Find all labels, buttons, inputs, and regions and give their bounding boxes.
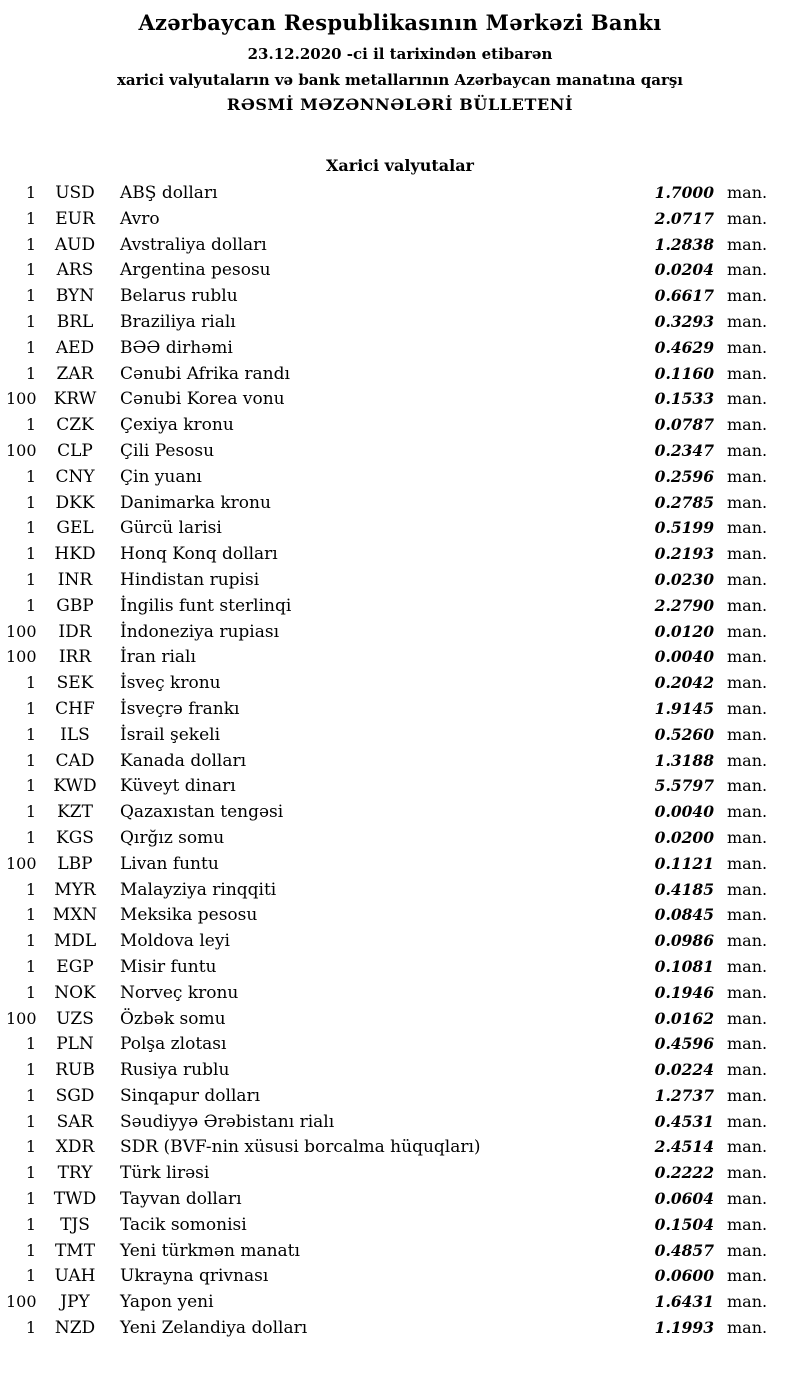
row-code: MYR (54, 879, 96, 900)
row-name: Çin yuanı (120, 466, 202, 487)
row-qty: 1 (25, 1034, 36, 1054)
row-qty: 1 (25, 492, 36, 512)
table-row (0, 183, 800, 209)
row-name: Yapon yeni (120, 1292, 214, 1313)
row-qty: 1 (25, 1163, 36, 1183)
row-unit: man. (727, 647, 768, 667)
table-row (0, 647, 800, 673)
row-code: CZK (56, 415, 94, 436)
row-unit: man. (727, 1137, 768, 1157)
row-qty: 1 (25, 415, 36, 435)
row-code: NZD (54, 1318, 96, 1339)
row-qty: 1 (25, 1137, 36, 1157)
row-qty: 1 (25, 569, 36, 589)
row-name: İsveçrə frankı (120, 698, 240, 719)
row-qty: 100 (6, 389, 37, 409)
table-row (0, 518, 800, 544)
row-name: İsveç kronu (120, 673, 221, 694)
row-name: Belarus rublu (120, 286, 238, 307)
row-code: BYN (55, 286, 95, 307)
table-row (0, 364, 800, 390)
table-row (0, 1086, 800, 1112)
row-unit: man. (727, 1060, 768, 1080)
table-row (0, 596, 800, 622)
row-name: Norveç kronu (120, 982, 239, 1003)
row-unit: man. (727, 956, 768, 976)
row-name: Çili Pesosu (120, 440, 215, 461)
row-code: HKD (54, 544, 96, 565)
row-name: Türk lirəsi (120, 1163, 210, 1184)
currency-table (0, 183, 800, 1344)
row-code: ARS (56, 260, 94, 281)
row-code: TRY (57, 1163, 93, 1184)
row-name: Moldova leyi (120, 931, 230, 952)
row-name: Meksika pesosu (120, 905, 258, 926)
table-row (0, 1241, 800, 1267)
row-code: NOK (54, 982, 96, 1003)
row-unit: man. (727, 931, 768, 951)
table-row (0, 1034, 800, 1060)
row-code: GEL (56, 518, 94, 539)
row-name: Tayvan dolları (120, 1189, 242, 1210)
row-rate: 0.2193 (654, 544, 714, 564)
row-name: BƏƏ dirhəmi (120, 337, 233, 358)
row-rate: 1.1993 (654, 1318, 714, 1338)
row-unit: man. (727, 853, 768, 873)
table-row (0, 880, 800, 906)
row-code: KZT (57, 802, 93, 823)
row-rate: 0.4857 (654, 1240, 714, 1260)
row-rate: 0.5260 (654, 724, 714, 744)
table-row (0, 544, 800, 570)
row-unit: man. (727, 1034, 768, 1054)
row-rate: 1.3188 (654, 750, 714, 770)
row-unit: man. (727, 724, 768, 744)
table-row (0, 622, 800, 648)
row-qty: 1 (25, 234, 36, 254)
row-qty: 1 (25, 311, 36, 331)
table-row (0, 441, 800, 467)
row-unit: man. (727, 698, 768, 718)
row-name: İsrail şekeli (120, 724, 220, 745)
row-qty: 100 (6, 853, 37, 873)
row-qty: 1 (25, 1111, 36, 1131)
row-rate: 5.5797 (654, 776, 714, 796)
row-rate: 2.2790 (654, 595, 714, 615)
row-rate: 0.0604 (654, 1189, 714, 1209)
row-code: LBP (57, 853, 93, 874)
effective-date-line: 23.12.2020 -ci il tarixindən etibarən (247, 45, 553, 63)
row-rate: 0.1121 (654, 853, 714, 873)
row-rate: 0.5199 (654, 518, 714, 538)
row-rate: 0.3293 (654, 311, 714, 331)
table-row (0, 260, 800, 286)
row-code: SGD (55, 1085, 95, 1106)
row-code: IDR (58, 621, 92, 642)
row-unit: man. (727, 776, 768, 796)
row-rate: 0.0162 (654, 1008, 714, 1028)
row-qty: 1 (25, 337, 36, 357)
row-name: Cənubi Korea vonu (120, 389, 285, 410)
table-row (0, 1060, 800, 1086)
row-rate: 0.1160 (654, 363, 714, 383)
table-row (0, 957, 800, 983)
row-unit: man. (727, 1318, 768, 1338)
row-rate: 0.0787 (654, 415, 714, 435)
row-unit: man. (727, 1214, 768, 1234)
row-qty: 1 (25, 260, 36, 280)
row-qty: 1 (25, 879, 36, 899)
row-name: Sinqapur dolları (120, 1085, 261, 1106)
row-qty: 1 (25, 286, 36, 306)
row-qty: 1 (25, 724, 36, 744)
row-unit: man. (727, 183, 768, 202)
row-qty: 100 (6, 621, 37, 641)
row-code: TWD (53, 1189, 97, 1210)
row-name: Avstraliya dolları (120, 234, 267, 255)
row-name: Küveyt dinarı (120, 776, 236, 797)
row-code: TJS (60, 1214, 90, 1235)
row-rate: 0.2042 (654, 673, 714, 693)
row-rate: 0.2596 (654, 466, 714, 486)
row-qty: 1 (25, 931, 36, 951)
row-name: Avro (120, 208, 160, 229)
table-row (0, 931, 800, 957)
row-qty: 1 (25, 1085, 36, 1105)
row-code: XDR (55, 1137, 95, 1158)
row-code: INR (57, 569, 93, 590)
row-rate: 1.2838 (654, 234, 714, 254)
row-unit: man. (727, 905, 768, 925)
row-name: İndoneziya rupiası (120, 621, 280, 642)
row-rate: 0.0986 (654, 931, 714, 951)
row-qty: 1 (25, 1060, 36, 1080)
row-name: Braziliya rialı (120, 311, 236, 332)
row-unit: man. (727, 1008, 768, 1028)
table-row (0, 699, 800, 725)
row-unit: man. (727, 1111, 768, 1131)
row-unit: man. (727, 544, 768, 564)
table-row (0, 751, 800, 777)
row-unit: man. (727, 802, 768, 822)
row-code: USD (55, 183, 95, 203)
row-unit: man. (727, 311, 768, 331)
table-row (0, 467, 800, 493)
row-name: Polşa zlotası (120, 1034, 227, 1055)
row-qty: 100 (6, 1292, 37, 1312)
row-name: Ukrayna qrivnası (120, 1266, 269, 1287)
section-title-foreign-currencies: Xarici valyutalar (326, 156, 474, 175)
row-name: Tacik somonisi (120, 1214, 247, 1235)
row-qty: 1 (25, 982, 36, 1002)
row-qty: 1 (25, 466, 36, 486)
row-qty: 100 (6, 647, 37, 667)
table-row (0, 312, 800, 338)
document-subtitle: xarici valyutaların və bank metallarının Azərbaycan manatına qarşı (116, 71, 684, 89)
row-code: AUD (54, 234, 96, 255)
row-code: UZS (56, 1008, 94, 1029)
row-unit: man. (727, 466, 768, 486)
row-name: Danimarka kronu (120, 492, 271, 513)
row-unit: man. (727, 1189, 768, 1209)
row-unit: man. (727, 518, 768, 538)
row-name: Qırğız somu (120, 827, 225, 848)
row-unit: man. (727, 389, 768, 409)
table-row (0, 570, 800, 596)
row-rate: 0.4596 (654, 1034, 714, 1054)
row-rate: 0.0845 (654, 905, 714, 925)
table-row (0, 854, 800, 880)
row-rate: 0.6617 (654, 286, 714, 306)
table-row (0, 1318, 800, 1344)
row-qty: 1 (25, 1266, 36, 1286)
table-row (0, 905, 800, 931)
table-row (0, 286, 800, 312)
row-rate: 0.1504 (654, 1214, 714, 1234)
bulletin-title: RƏSMİ MƏZƏNNƏLƏRİ BÜLLETENİ (226, 95, 574, 114)
row-name: Rusiya rublu (120, 1060, 230, 1081)
row-rate: 1.9145 (654, 698, 714, 718)
row-rate: 0.0204 (654, 260, 714, 280)
row-unit: man. (727, 1292, 768, 1312)
row-unit: man. (727, 337, 768, 357)
bank-title: Azərbaycan Respublikasının Mərkəzi Bankı (138, 10, 662, 35)
row-rate: 0.4531 (654, 1111, 714, 1131)
row-qty: 100 (6, 1008, 37, 1028)
row-qty: 1 (25, 363, 36, 383)
row-code: SEK (56, 673, 94, 694)
row-code: ILS (60, 724, 90, 745)
row-qty: 1 (25, 956, 36, 976)
row-qty: 1 (25, 183, 36, 202)
row-name: İran rialı (120, 647, 196, 668)
row-name: Kanada dolları (120, 750, 247, 771)
row-rate: 0.0120 (654, 621, 714, 641)
row-qty: 1 (25, 595, 36, 615)
row-unit: man. (727, 415, 768, 435)
row-qty: 1 (25, 1240, 36, 1260)
row-rate: 1.6431 (654, 1292, 714, 1312)
row-name: Çexiya kronu (120, 415, 234, 436)
row-unit: man. (727, 750, 768, 770)
table-row (0, 776, 800, 802)
row-unit: man. (727, 440, 768, 460)
table-row (0, 235, 800, 261)
row-qty: 1 (25, 905, 36, 925)
row-rate: 0.2785 (654, 492, 714, 512)
document-header (0, 0, 800, 114)
table-row (0, 389, 800, 415)
row-qty: 100 (6, 440, 37, 460)
row-rate: 2.0717 (654, 208, 714, 228)
row-rate: 0.0224 (654, 1060, 714, 1080)
table-row (0, 338, 800, 364)
row-code: JPY (60, 1292, 90, 1313)
row-name: Honq Konq dolları (120, 544, 278, 565)
table-row (0, 802, 800, 828)
row-qty: 1 (25, 1318, 36, 1338)
row-unit: man. (727, 1085, 768, 1105)
row-unit: man. (727, 621, 768, 641)
row-unit: man. (727, 569, 768, 589)
table-row (0, 673, 800, 699)
row-unit: man. (727, 595, 768, 615)
table-row (0, 209, 800, 235)
row-rate: 0.1946 (654, 982, 714, 1002)
row-rate: 0.2222 (654, 1163, 714, 1183)
row-code: MDL (53, 931, 97, 952)
row-rate: 1.7000 (654, 183, 714, 202)
row-qty: 1 (25, 544, 36, 564)
row-unit: man. (727, 1240, 768, 1260)
row-rate: 0.0230 (654, 569, 714, 589)
row-rate: 0.0040 (654, 802, 714, 822)
row-code: RUB (55, 1060, 95, 1081)
row-rate: 0.2347 (654, 440, 714, 460)
row-qty: 1 (25, 1189, 36, 1209)
row-code: ZAR (56, 363, 94, 384)
table-row (0, 725, 800, 751)
table-row (0, 1137, 800, 1163)
table-row (0, 1292, 800, 1318)
row-qty: 1 (25, 827, 36, 847)
row-code: GBP (56, 595, 94, 616)
row-name: SDR (BVF-nin xüsusi borcalma hüquqları) (120, 1137, 481, 1158)
row-rate: 0.4629 (654, 337, 714, 357)
table-row (0, 493, 800, 519)
row-code: CLP (57, 440, 93, 461)
row-unit: man. (727, 260, 768, 280)
table-row (0, 1009, 800, 1035)
row-name: Malayziya rinqqiti (120, 879, 277, 900)
row-rate: 0.0040 (654, 647, 714, 667)
row-rate: 0.1081 (654, 956, 714, 976)
table-row (0, 1189, 800, 1215)
row-name: Yeni Zelandiya dolları (120, 1318, 308, 1339)
row-name: İngilis funt sterlinqi (120, 595, 292, 616)
row-code: EGP (56, 956, 94, 977)
row-rate: 2.4514 (654, 1137, 714, 1157)
row-unit: man. (727, 234, 768, 254)
row-name: Qazaxıstan tengəsi (120, 802, 284, 823)
row-unit: man. (727, 827, 768, 847)
row-rate: 0.4185 (654, 879, 714, 899)
row-code: SAR (56, 1111, 94, 1132)
row-name: Argentina pesosu (120, 260, 271, 281)
row-unit: man. (727, 1266, 768, 1286)
row-name: Özbək somu (120, 1008, 226, 1029)
row-name: Misir funtu (120, 956, 217, 977)
row-name: ABŞ dolları (120, 183, 218, 203)
row-code: KRW (53, 389, 97, 410)
row-rate: 1.2737 (654, 1085, 714, 1105)
table-row (0, 828, 800, 854)
row-unit: man. (727, 286, 768, 306)
table-row (0, 1215, 800, 1241)
row-unit: man. (727, 208, 768, 228)
row-qty: 1 (25, 802, 36, 822)
row-qty: 1 (25, 518, 36, 538)
row-unit: man. (727, 982, 768, 1002)
row-unit: man. (727, 879, 768, 899)
row-name: Səudiyyə Ərəbistanı rialı (120, 1111, 335, 1132)
row-name: Yeni türkmən manatı (120, 1240, 300, 1261)
row-name: Gürcü larisi (120, 518, 222, 539)
row-name: Livan funtu (120, 853, 219, 874)
row-qty: 1 (25, 750, 36, 770)
row-code: EUR (55, 208, 95, 229)
table-row (0, 1266, 800, 1292)
row-unit: man. (727, 673, 768, 693)
table-row (0, 983, 800, 1009)
row-code: MXN (52, 905, 98, 926)
row-code: CAD (55, 750, 95, 771)
row-rate: 0.0600 (654, 1266, 714, 1286)
row-unit: man. (727, 492, 768, 512)
table-row (0, 1112, 800, 1138)
row-code: IRR (58, 647, 92, 668)
row-unit: man. (727, 363, 768, 383)
row-name: Hindistan rupisi (120, 569, 260, 590)
row-code: CHF (55, 698, 95, 719)
row-unit: man. (727, 1163, 768, 1183)
table-row (0, 1163, 800, 1189)
row-code: TMT (54, 1240, 96, 1261)
row-code: PLN (56, 1034, 94, 1055)
row-rate: 0.1533 (654, 389, 714, 409)
row-qty: 1 (25, 673, 36, 693)
row-qty: 1 (25, 698, 36, 718)
row-code: KGS (56, 827, 94, 848)
row-name: Cənubi Afrika randı (120, 363, 290, 384)
row-rate: 0.0200 (654, 827, 714, 847)
row-code: CNY (55, 466, 95, 487)
row-code: DKK (55, 492, 95, 513)
row-code: BRL (56, 311, 94, 332)
row-qty: 1 (25, 1214, 36, 1234)
table-row (0, 415, 800, 441)
row-qty: 1 (25, 776, 36, 796)
row-code: AED (55, 337, 95, 358)
row-code: UAH (54, 1266, 96, 1287)
row-qty: 1 (25, 208, 36, 228)
row-code: KWD (53, 776, 97, 797)
